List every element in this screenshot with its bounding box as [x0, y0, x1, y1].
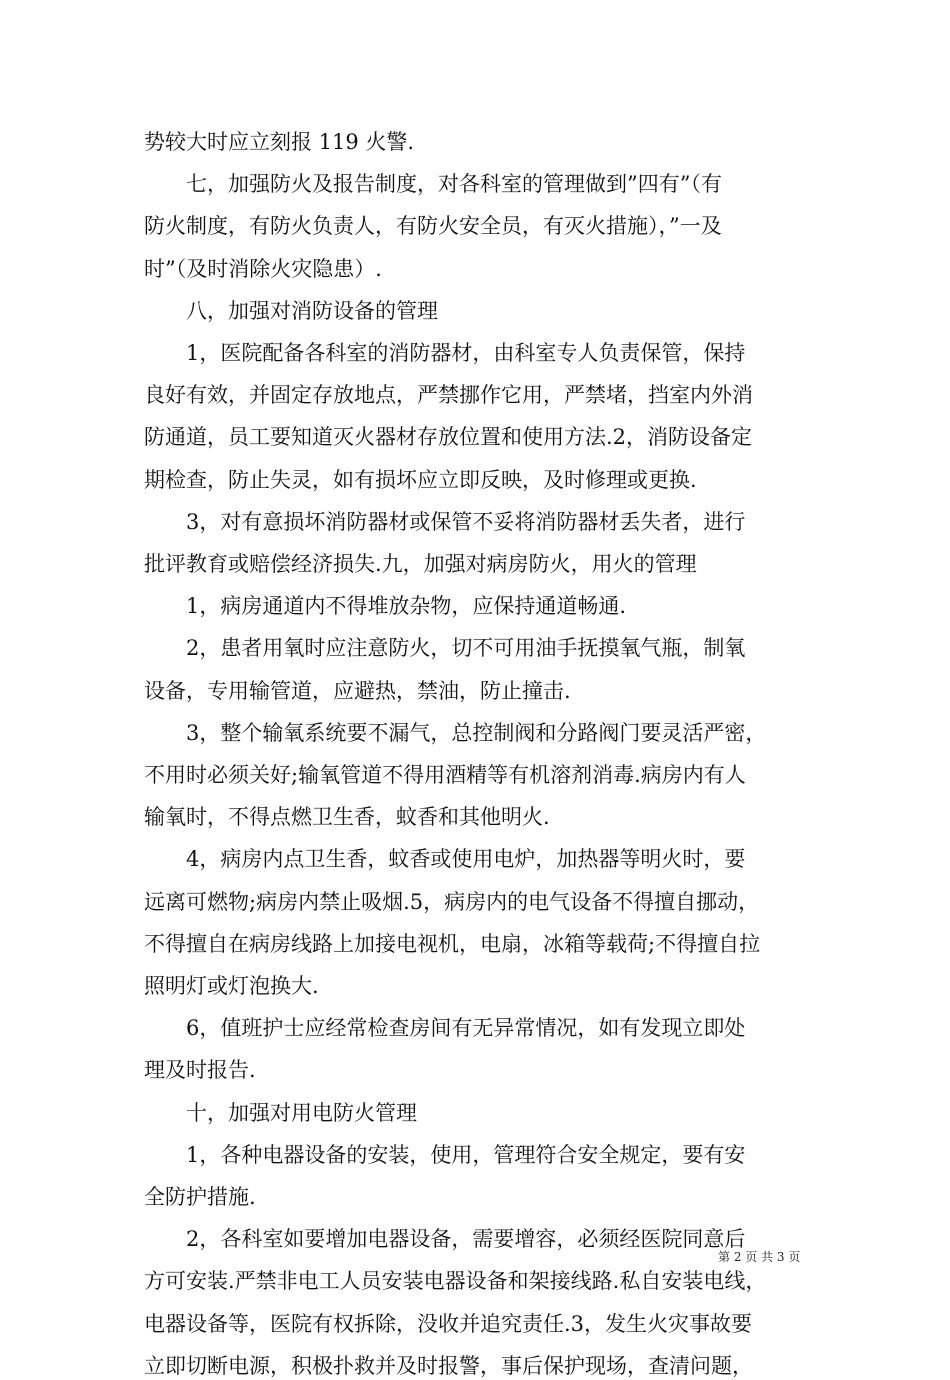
text-line: 1，各种电器设备的安装，使用，管理符合安全规定，要有安	[144, 1143, 746, 1167]
text-line: 全防护措施.	[144, 1185, 256, 1209]
text-line: 1，医院配备各科室的消防器材，由科室专人负责保管，保持	[144, 341, 746, 365]
text-line: 3，整个输氧系统要不漏气，总控制阀和分路阀门要灵活严密，	[144, 721, 767, 745]
text-line: 理及时报告.	[144, 1058, 256, 1082]
page-footer: 第 2 页 共 3 页	[718, 1250, 801, 1264]
text-line: 远离可燃物;病房内禁止吸烟.5，病房内的电气设备不得擅自挪动，	[144, 890, 760, 914]
text-line: 时”（及时消除火灾隐患）.	[144, 257, 382, 281]
text-line: 6，值班护士应经常检查房间有无异常情况，如有发现立即处	[144, 1016, 746, 1040]
text-line: 3，对有意损坏消防器材或保管不妥将消防器材丢失者，进行	[144, 510, 746, 534]
text-line: 十，加强对用电防火管理	[144, 1101, 417, 1125]
text-line: 八，加强对消防设备的管理	[144, 299, 438, 323]
text-line: 良好有效，并固定存放地点，严禁挪作它用，严禁堵，挡室内外消	[144, 383, 753, 407]
text-line: 七，加强防火及报告制度，对各科室的管理做到”四有”（有	[144, 172, 722, 196]
text-line: 不得擅自在病房线路上加接电视机，电扇，冰箱等载荷;不得擅自拉	[144, 932, 761, 956]
text-line: 1，病房通道内不得堆放杂物，应保持通道畅通.	[144, 594, 627, 618]
text-line: 照明灯或灯泡换大.	[144, 974, 319, 998]
text-line: 期检查，防止失灵，如有损坏应立即反映，及时修理或更换.	[144, 468, 697, 492]
text-line: 批评教育或赔偿经济损失.九，加强对病房防火，用火的管理	[144, 552, 697, 576]
text-line: 防火制度，有防火负责人，有防火安全员，有灭火措施），”一及	[144, 214, 722, 238]
text-line: 不用时必须关好;输氧管道不得用酒精等有机溶剂消毒.病房内有人	[144, 763, 746, 787]
text-line: 设备，专用输管道，应避热，禁油，防止撞击.	[144, 679, 571, 703]
text-line: 电器设备等，医院有权拆除，没收并追究责任.3，发生火灾事故要	[144, 1312, 753, 1336]
text-line: 势较大时应立刻报 119 火警.	[144, 130, 415, 154]
text-line: 2，各科室如要增加电器设备，需要增容，必须经医院同意后	[144, 1227, 746, 1251]
text-line: 4，病房内点卫生香，蚊香或使用电炉，加热器等明火时，要	[144, 847, 746, 871]
text-line: 方可安装.严禁非电工人员安装电器设备和架接线路.私自安装电线，	[144, 1269, 767, 1293]
text-line: 立即切断电源，积极扑救并及时报警，事后保护现场，查清问题，	[144, 1354, 753, 1378]
text-line: 输氧时，不得点燃卫生香，蚊香和其他明火.	[144, 805, 550, 829]
text-line: 2，患者用氧时应注意防火，切不可用油手抚摸氧气瓶，制氧	[144, 636, 746, 660]
text-line: 防通道，员工要知道灭火器材存放位置和使用方法.2，消防设备定	[144, 425, 753, 449]
